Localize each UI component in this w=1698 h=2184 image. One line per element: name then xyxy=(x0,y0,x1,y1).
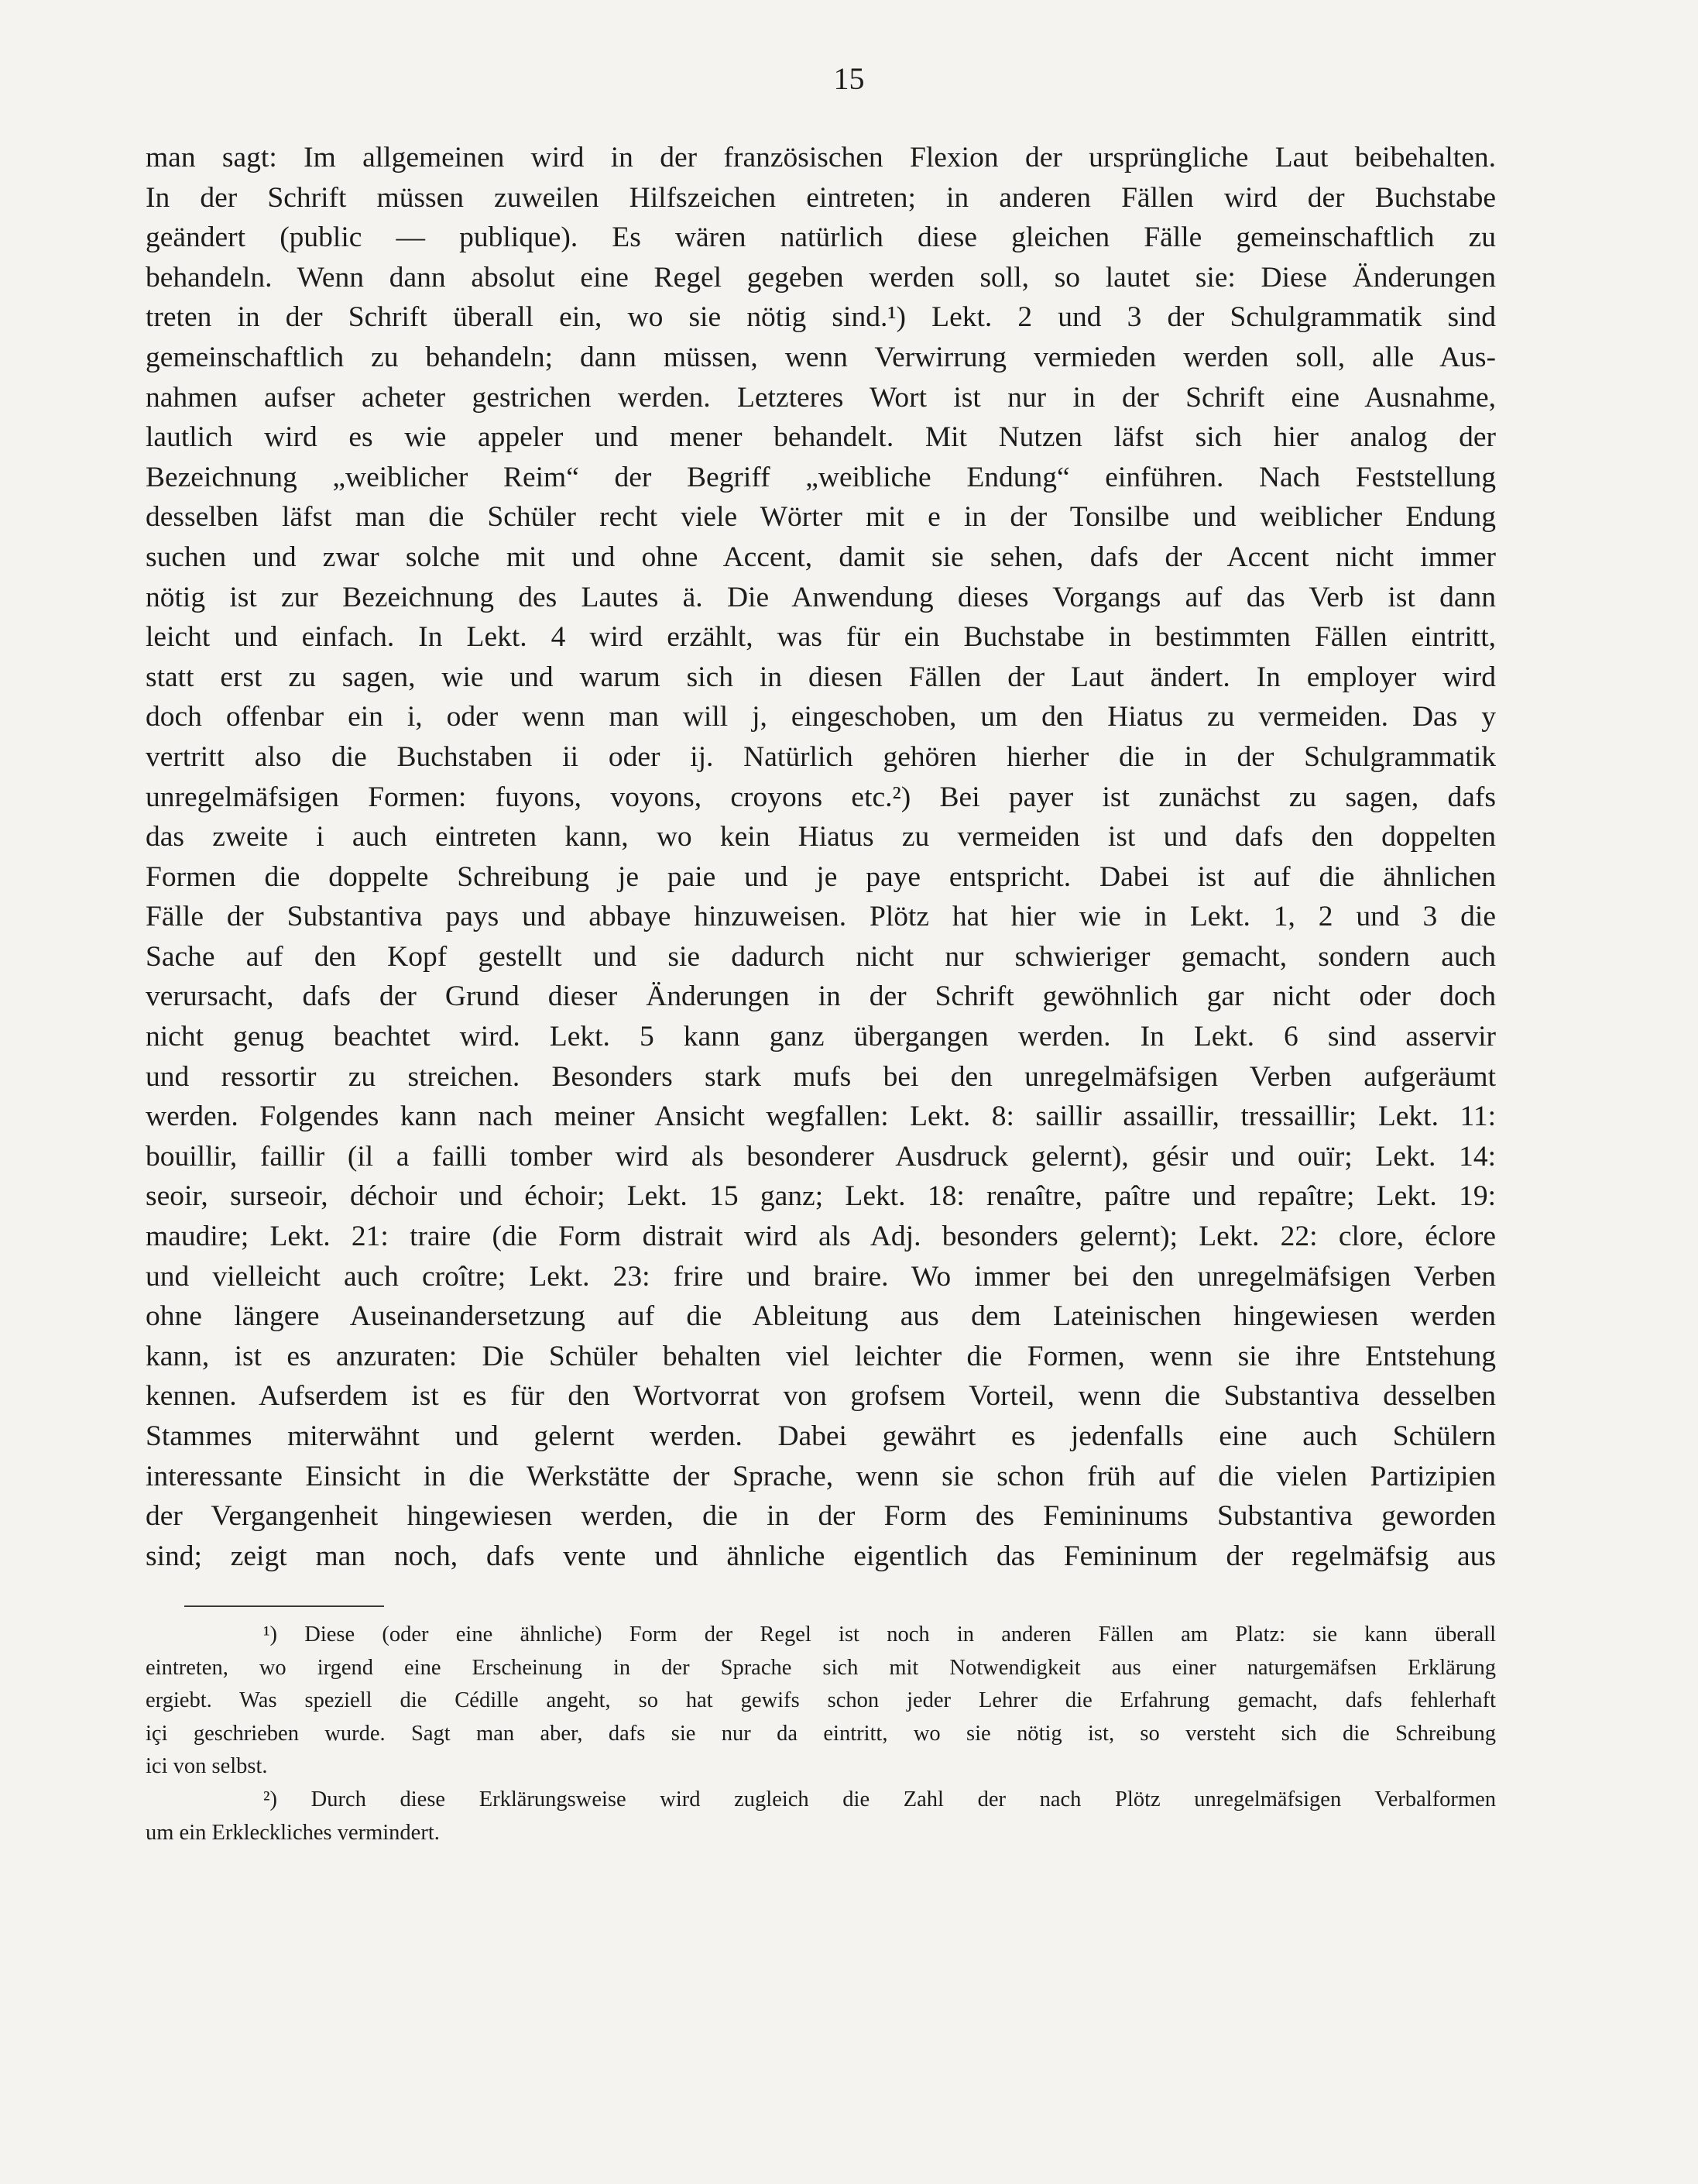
footnote-1-line-1: ¹) Diese (oder eine ähnliche) Form der Regel ist noch in anderen Fällen am Platz: sie kann überall xyxy=(263,1623,1496,1647)
text-line-28: maudire; Lekt. 21: traire (die Form distrait wird als Adj. besonders gelernt); Lekt. 22: clore, éclore xyxy=(146,1221,1496,1253)
text-line-10: desselben läfst man die Schüler recht viele Wörter mit e in der Tonsilbe und weiblicher Endung xyxy=(146,501,1496,534)
text-line-30: ohne längere Auseinandersetzung auf die Ableitung aus dem Lateinischen hingewiesen werden xyxy=(146,1300,1496,1333)
text-line-12: nötig ist zur Bezeichnung des Lautes ä. Die Anwendung dieses Vorgangs auf das Verb ist dann xyxy=(146,581,1496,613)
footnote-separator-rule xyxy=(184,1605,384,1607)
text-line-3: geändert (public — publique). Es wären natürlich diese gleichen Fälle gemeinschaftlich zu xyxy=(146,221,1496,254)
footnote-1-line-4: içi geschrieben wurde. Sagt man aber, dafs sie nur da eintritt, wo sie nötig ist, so versteht sich die Schreibung xyxy=(146,1721,1496,1746)
text-line-21: Sache auf den Kopf gestellt und sie dadurch nicht nur schwieriger gemacht, sondern auch xyxy=(146,940,1496,973)
footnote-1 xyxy=(146,1619,1496,1784)
text-line-17: unregelmäfsigen Formen: fuyons, voyons, croyons etc.²) Bei payer ist zunächst zu sagen, dafs xyxy=(146,781,1496,813)
text-line-27: seoir, surseoir, déchoir und échoir; Lekt. 15 ganz; Lekt. 18: renaître, paître und repaître; Lekt. 19: xyxy=(146,1180,1496,1213)
text-line-34: interessante Einsicht in die Werkstätte der Sprache, wenn sie schon früh auf die vielen Partizipien xyxy=(146,1460,1496,1492)
text-line-24: und ressortir zu streichen. Besonders stark mufs bei den unregelmäfsigen Verben aufgeräumt xyxy=(146,1060,1496,1093)
text-line-32: kennen. Aufserdem ist es für den Wortvorrat von grofsem Vorteil, wenn die Substantiva desselben xyxy=(146,1380,1496,1413)
text-line-35: der Vergangenheit hingewiesen werden, die in der Form des Femininums Substantiva geworden xyxy=(146,1500,1496,1533)
text-line-36: sind; zeigt man noch, dafs vente und ähnliche eigentlich das Femininum der regelmäfsig aus xyxy=(146,1540,1496,1572)
footnotes-block xyxy=(146,1619,1496,1849)
footnote-1-line-2: eintreten, wo irgend eine Erscheinung in der Sprache sich mit Notwendigkeit aus einer naturgemäfsen Erklärung xyxy=(146,1655,1496,1680)
text-line-29: und vielleicht auch croître; Lekt. 23: frire und braire. Wo immer bei den unregelmäfsigen Verben xyxy=(146,1260,1496,1293)
text-line-6: gemeinschaftlich zu behandeln; dann müssen, wenn Verwirrung vermieden werden soll, alle Aus- xyxy=(146,341,1496,373)
text-line-1: man sagt: Im allgemeinen wird in der französischen Flexion der ursprüngliche Laut beibehalten. xyxy=(146,142,1496,173)
text-line-20: Fälle der Substantiva pays und abbaye hinzuweisen. Plötz hat hier wie in Lekt. 1, 2 und 3 die xyxy=(146,901,1496,933)
text-line-31: kann, ist es anzuraten: Die Schüler behalten viel leichter die Formen, wenn sie ihre Entstehung xyxy=(146,1340,1496,1372)
footnote-1-line-5: ici von selbst. xyxy=(146,1754,268,1779)
footnote-2-line-1: ²) Durch diese Erklärungsweise wird zugleich die Zahl der nach Plötz unregelmäfsigen Verbalformen xyxy=(263,1787,1496,1811)
main-text-block xyxy=(146,138,1496,1576)
text-line-5: treten in der Schrift überall ein, wo sie nötig sind.¹) Lekt. 2 und 3 der Schulgrammatik sind xyxy=(146,301,1496,334)
text-line-22: verursacht, dafs der Grund dieser Änderungen in der Schrift gewöhnlich gar nicht oder doch xyxy=(146,980,1496,1013)
text-line-13: leicht und einfach. In Lekt. 4 wird erzählt, was für ein Buchstabe in bestimmten Fällen eintritt, xyxy=(146,621,1496,654)
text-line-14: statt erst zu sagen, wie und warum sich in diesen Fällen der Laut ändert. In employer wird xyxy=(146,661,1496,693)
text-line-25: werden. Folgendes kann nach meiner Ansicht wegfallen: Lekt. 8: saillir assaillir, tressaillir; Lekt. 11: xyxy=(146,1101,1496,1133)
footnote-2 xyxy=(146,1784,1496,1849)
footnote-2-line-2: um ein Erkleckliches vermindert. xyxy=(146,1820,440,1845)
text-line-26: bouillir, faillir (il a failli tomber wird als besonderer Ausdruck gelernt), gésir und ouïr; Lekt. 14: xyxy=(146,1140,1496,1173)
text-line-18: das zweite i auch eintreten kann, wo kein Hiatus zu vermeiden ist und dafs den doppelten xyxy=(146,821,1496,853)
text-line-11: suchen und zwar solche mit und ohne Accent, damit sie sehen, dafs der Accent nicht immer xyxy=(146,541,1496,573)
text-line-23: nicht genug beachtet wird. Lekt. 5 kann ganz übergangen werden. In Lekt. 6 sind asservir xyxy=(146,1021,1496,1053)
text-line-8: lautlich wird es wie appeler und mener behandelt. Mit Nutzen läfst sich hier analog der xyxy=(146,421,1496,454)
text-line-7: nahmen aufser acheter gestrichen werden. Letzteres Wort ist nur in der Schrift eine Ausnahme, xyxy=(146,381,1496,414)
text-line-33: Stammes miterwähnt und gelernt werden. Dabei gewährt es jedenfalls eine auch Schülern xyxy=(146,1420,1496,1452)
text-line-2: In der Schrift müssen zuweilen Hilfszeichen eintreten; in anderen Fällen wird der Buchstabe xyxy=(146,181,1496,214)
text-line-4: behandeln. Wenn dann absolut eine Regel gegeben werden soll, so lautet sie: Diese Änderungen xyxy=(146,261,1496,294)
text-line-9: Bezeichnung „weiblicher Reim“ der Begriff „weibliche Endung“ einführen. Nach Feststellung xyxy=(146,461,1496,493)
text-line-15: doch offenbar ein i, oder wenn man will j, eingeschoben, um den Hiatus zu vermeiden. Das y xyxy=(146,701,1496,733)
footnote-1-line-3: ergiebt. Was speziell die Cédille angeht, so hat gewifs schon jeder Lehrer die Erfahrung gemacht, dafs fehlerhaft xyxy=(146,1688,1496,1713)
text-line-16: vertritt also die Buchstaben ii oder ij. Natürlich gehören hierher die in der Schulgrammatik xyxy=(146,740,1496,773)
text-line-19: Formen die doppelte Schreibung je paie und je paye entspricht. Dabei ist auf die ähnlichen xyxy=(146,860,1496,893)
page-number: 15 xyxy=(833,61,865,96)
